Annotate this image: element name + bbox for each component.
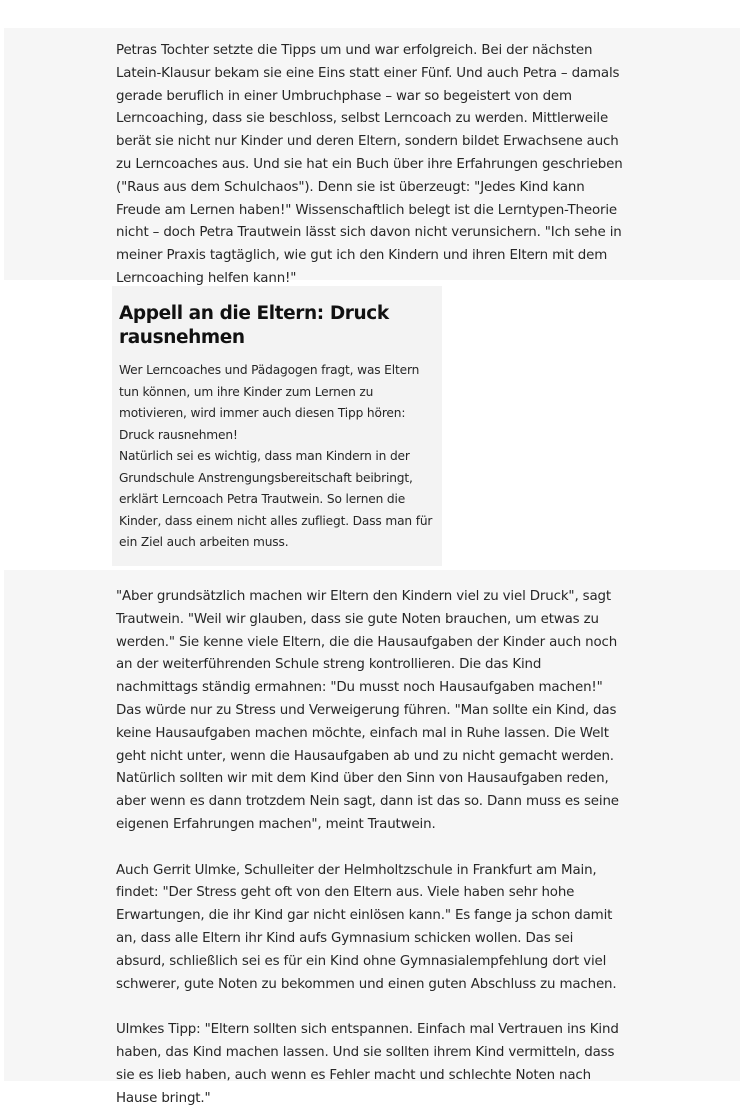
info-box-heading: Appell an die Eltern: Druck rausnehmen bbox=[119, 303, 389, 348]
body-section bbox=[116, 586, 626, 1110]
info-box bbox=[112, 286, 442, 566]
body-paragraph-trautwein: "Aber grundsätzlich machen wir Eltern den Kindern viel zu viel Druck", sagt Trautwein. "Weil wir glauben, dass sie gute Noten brauchen, um etwas zu werden." Sie kenne viele Eltern, die die Hausaufgaben der Kinder auch noch an der weiterführenden Schule streng kontrollieren. Die das Kind nachmittags ständig ermahnen: "Du musst noch Hausaufgaben machen!" Das würde nur zu Stress und Verweigerung führen. "Man sollte ein Kind, das keine Hausaufgaben machen möchte, einfach mal in Ruhe lassen. Die Welt geht nicht unter, wenn die Hausaufgaben ab und zu nicht gemacht werden. Natürlich sollten wir mit dem Kind über den Sinn von Hausaufgaben reden, aber wenn es dann trotzdem Nein sagt, dann ist das so. Dann muss es seine eigenen Erfahrungen machen", meint Trautwein. bbox=[116, 589, 619, 832]
intro-paragraph: Petras Tochter setzte die Tipps um und war erfolgreich. Bei der nächsten Latein-Klausur bekam sie eine Eins statt einer Fünf. Und auch Petra – damals gerade beruflich in einer Umbruchphase – war so begeistert von dem Lerncoaching, dass sie beschloss, selbst Lerncoach zu werden. Mittlerweile berät sie nicht nur Kinder und deren Eltern, sondern bildet Erwachsene auch zu Lerncoaches aus. Und sie hat ein Buch über ihre Erfahrungen geschrieben ("Raus aus dem Schulchaos"). Denn sie ist überzeugt: "Jedes Kind kann Freude am Lernen haben!" Wissenschaftlich belegt ist die Lerntypen-Theorie nicht – doch Petra Trautwein lässt sich davon nicht verunsichern. "Ich sehe in meiner Praxis tagtäglich, wie gut ich den Kindern und ihren Eltern mit dem Lerncoaching helfen kann!" bbox=[116, 43, 623, 286]
body-paragraph-tip: Ulmkes Tipp: "Eltern sollten sich entspannen. Einfach mal Vertrauen ins Kind haben, das Kind machen lassen. Und sie sollten ihrem Kind vermitteln, dass sie es lieb haben, auch wenn es Fehler macht und schlechte Noten nach Hause bringt." bbox=[116, 1022, 619, 1106]
info-box-paragraph: Wer Lerncoaches und Pädagogen fragt, was Eltern tun können, um ihre Kinder zum Lernen zu motivieren, wird immer auch diesen Tipp hören: Druck rausnehmen! bbox=[119, 363, 420, 442]
info-box-paragraph: Natürlich sei es wichtig, dass man Kindern in der Grundschule Anstrengungsbereitschaft beibringt, erklärt Lerncoach Petra Trautwein. So lernen die Kinder, dass einem nicht alles zufliegt. Dass man für ein Ziel auch arbeiten muss. bbox=[119, 449, 433, 549]
body-paragraph-ulmke: Auch Gerrit Ulmke, Schulleiter der Helmholtzschule in Frankfurt am Main, findet: "Der Stress geht oft von den Eltern aus. Viele haben sehr hohe Erwartungen, die ihr Kind gar nicht einlösen kann." Es fange ja schon damit an, dass alle Eltern ihr Kind aufs Gymnasium schicken wollen. Das sei absurd, schließlich sei es für ein Kind ohne Gymnasialempfehlung dort viel schwerer, gute Noten zu bekommen und einen guten Abschluss zu machen. bbox=[116, 862, 617, 992]
intro-section bbox=[116, 40, 626, 291]
info-box-body bbox=[119, 360, 437, 554]
